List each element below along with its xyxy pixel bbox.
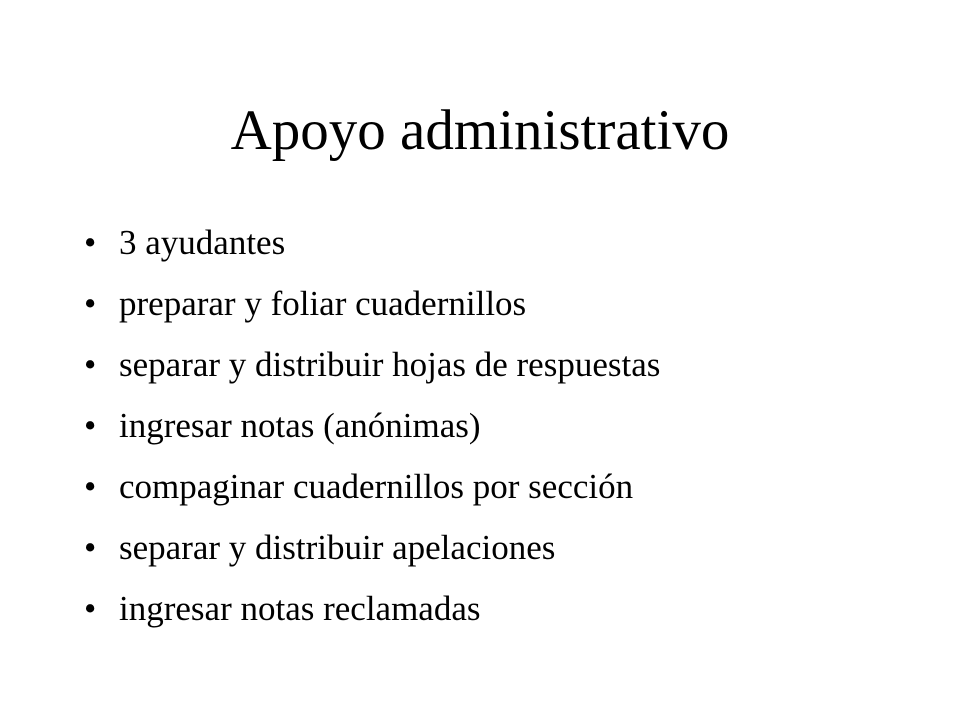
bullet-icon: • (84, 589, 97, 628)
bullet-icon: • (84, 467, 97, 506)
bullet-icon: • (84, 284, 97, 323)
bullet-item (84, 584, 660, 645)
bullet-icon: • (84, 406, 97, 445)
bullet-icon: • (84, 528, 97, 567)
bullet-icon: • (84, 223, 97, 262)
bullet-text: separar y distribuir hojas de respuestas (119, 345, 661, 384)
slide-title: Apoyo administrativo (230, 99, 730, 162)
bullet-item (84, 462, 660, 523)
bullet-item (84, 279, 660, 340)
bullet-item (84, 340, 660, 401)
bullet-item (84, 218, 660, 279)
bullet-text: separar y distribuir apelaciones (119, 528, 556, 567)
bullet-text: 3 ayudantes (119, 223, 286, 262)
bullet-list (84, 218, 660, 645)
bullet-item (84, 523, 660, 584)
bullet-icon: • (84, 345, 97, 384)
bullet-text: compaginar cuadernillos por sección (119, 467, 634, 506)
bullet-text: ingresar notas (anónimas) (119, 406, 481, 445)
bullet-text: ingresar notas reclamadas (119, 589, 481, 628)
bullet-text: preparar y foliar cuadernillos (119, 284, 527, 323)
bullet-item (84, 401, 660, 462)
